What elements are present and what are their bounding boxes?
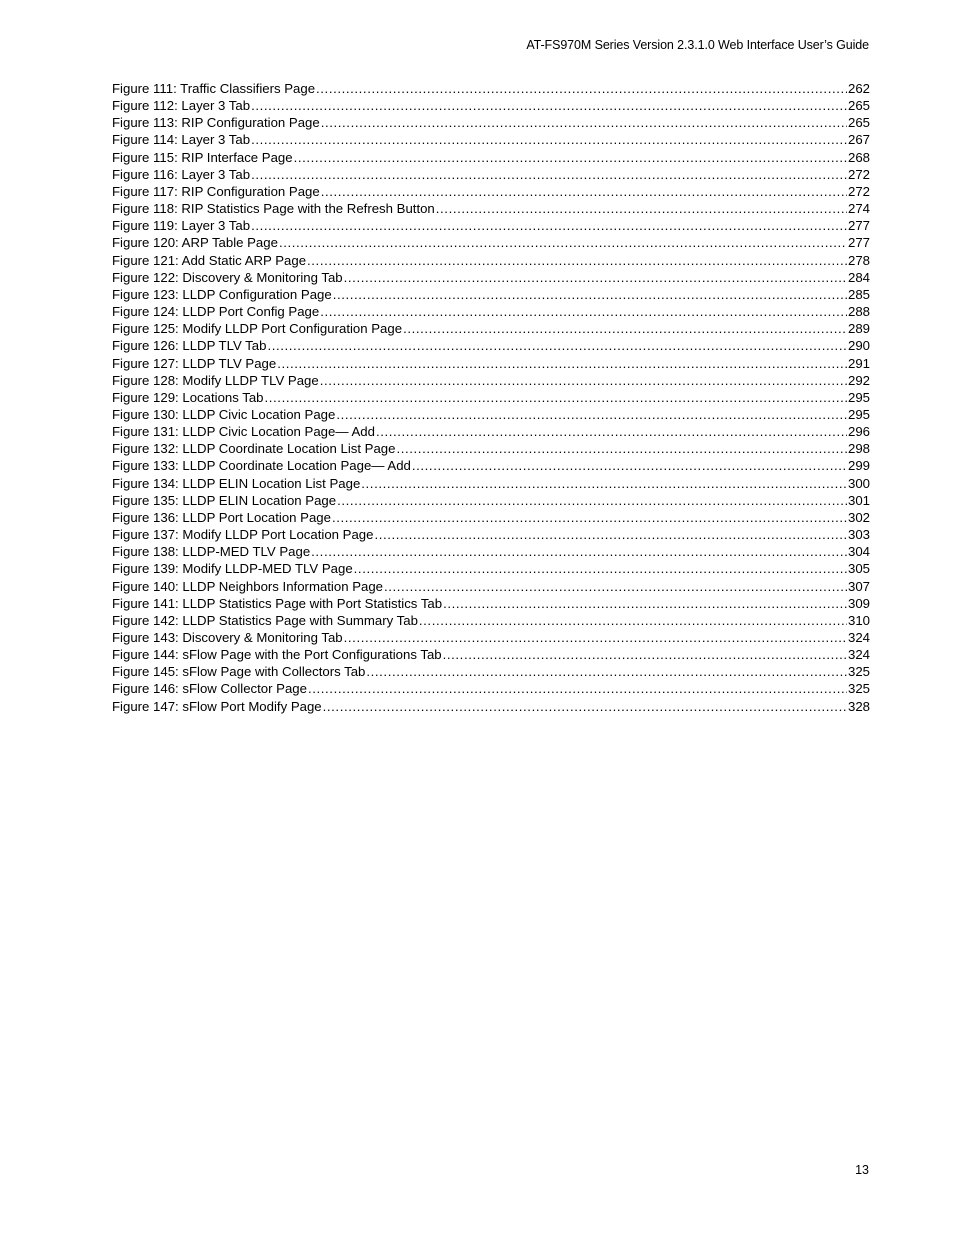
- toc-entry-page[interactable]: 325: [847, 664, 870, 680]
- dot-leader: [332, 509, 847, 526]
- toc-entry[interactable]: [112, 509, 870, 526]
- toc-entry-page[interactable]: 301: [847, 492, 870, 508]
- toc-entry[interactable]: [112, 389, 870, 406]
- toc-entry[interactable]: [112, 680, 870, 697]
- list-of-figures: [112, 80, 870, 715]
- toc-entry[interactable]: [112, 526, 870, 543]
- toc-entry-page[interactable]: 310: [847, 612, 870, 628]
- toc-entry-page[interactable]: 278: [847, 252, 870, 268]
- dot-leader: [323, 698, 847, 715]
- toc-entry[interactable]: [112, 629, 870, 646]
- toc-entry-title[interactable]: Figure 131: LLDP Civic Location Page— Add: [112, 424, 375, 440]
- toc-entry-title[interactable]: Figure 123: LLDP Configuration Page: [112, 286, 332, 302]
- toc-entry-title[interactable]: Figure 136: LLDP Port Location Page: [112, 509, 331, 525]
- toc-entry[interactable]: [112, 252, 870, 269]
- toc-entry-title[interactable]: Figure 138: LLDP-MED TLV Page: [112, 544, 311, 560]
- toc-entry-title[interactable]: Figure 118: RIP Statistics Page with the Refresh Button: [112, 201, 435, 217]
- toc-entry[interactable]: [112, 406, 870, 423]
- toc-entry[interactable]: [112, 475, 870, 492]
- toc-entry-title[interactable]: Figure 120: ARP Table Page: [112, 235, 278, 251]
- toc-entry-page[interactable]: 291: [847, 355, 870, 371]
- dot-leader: [251, 131, 847, 148]
- toc-entry[interactable]: [112, 646, 870, 663]
- toc-entry[interactable]: [112, 114, 870, 131]
- toc-entry-page[interactable]: 268: [847, 149, 870, 165]
- toc-entry[interactable]: [112, 663, 870, 680]
- toc-entry-title[interactable]: Figure 139: Modify LLDP-MED TLV Page: [112, 561, 353, 577]
- toc-entry-page[interactable]: 309: [847, 595, 870, 611]
- toc-entry-page[interactable]: 295: [847, 406, 870, 422]
- toc-entry-page[interactable]: 325: [847, 681, 870, 697]
- toc-entry-page[interactable]: 299: [847, 458, 870, 474]
- dot-leader: [279, 234, 847, 251]
- toc-entry[interactable]: [112, 269, 870, 286]
- dot-leader: [366, 663, 847, 680]
- toc-entry-page[interactable]: 324: [847, 630, 870, 645]
- dot-leader: [308, 680, 847, 697]
- toc-entry-page[interactable]: 265: [847, 115, 870, 131]
- toc-entry-title[interactable]: Figure 133: LLDP Coordinate Location Page— Add: [112, 458, 411, 474]
- toc-entry-title[interactable]: Figure 121: Add Static ARP Page: [112, 252, 307, 268]
- toc-entry[interactable]: [112, 372, 870, 389]
- toc-entry[interactable]: [112, 543, 870, 560]
- page-number: 13: [855, 1163, 869, 1177]
- toc-entry-title[interactable]: Figure 140: LLDP Neighbors Information Page: [112, 578, 383, 594]
- dot-leader: [307, 252, 847, 269]
- toc-entry-page[interactable]: 289: [847, 321, 870, 337]
- dot-leader: [320, 303, 847, 320]
- toc-entry-title[interactable]: Figure 147: sFlow Port Modify Page: [112, 698, 322, 714]
- toc-entry-title[interactable]: Figure 137: Modify LLDP Port Location Page: [112, 527, 374, 543]
- running-header-title: AT-FS970M Series Version 2.3.1.0 Web Interface User’s Guide: [526, 38, 869, 52]
- toc-entry[interactable]: [112, 183, 870, 200]
- toc-entry[interactable]: [112, 595, 870, 612]
- dot-leader: [321, 114, 847, 131]
- toc-entry-title[interactable]: Figure 125: Modify LLDP Port Configuration Page: [112, 321, 403, 337]
- toc-entry[interactable]: [112, 286, 870, 303]
- dot-leader: [294, 149, 847, 166]
- dot-leader: [374, 526, 847, 543]
- dot-leader: [251, 166, 847, 183]
- toc-entry-page[interactable]: 285: [847, 286, 870, 302]
- toc-entry-title[interactable]: Figure 112: Layer 3 Tab: [112, 98, 251, 114]
- toc-entry-page[interactable]: 274: [847, 201, 870, 217]
- toc-entry-page[interactable]: 304: [847, 544, 870, 560]
- dot-leader: [361, 475, 847, 492]
- toc-entry-title[interactable]: Figure 134: LLDP ELIN Location List Page: [112, 475, 361, 491]
- toc-entry-title[interactable]: Figure 145: sFlow Page with Collectors Tab: [112, 664, 366, 680]
- dot-leader: [354, 560, 847, 577]
- toc-entry-title[interactable]: Figure 143: Discovery & Monitoring Tab: [112, 630, 343, 645]
- dot-leader: [320, 372, 847, 389]
- toc-entry-title[interactable]: Figure 113: RIP Configuration Page: [112, 115, 320, 131]
- toc-entry-title[interactable]: Figure 127: LLDP TLV Page: [112, 355, 277, 371]
- toc-entry-page[interactable]: 307: [847, 578, 870, 594]
- toc-entry-title[interactable]: Figure 114: Layer 3 Tab: [112, 132, 251, 148]
- toc-entry-title[interactable]: Figure 126: LLDP TLV Tab: [112, 338, 267, 354]
- toc-entry[interactable]: [112, 131, 870, 148]
- toc-entry-page[interactable]: 296: [847, 424, 870, 440]
- dot-leader: [412, 457, 847, 474]
- toc-entry-page[interactable]: 303: [847, 527, 870, 543]
- toc-entry-page[interactable]: 292: [847, 372, 870, 388]
- toc-entry-title[interactable]: Figure 115: RIP Interface Page: [112, 149, 293, 165]
- dot-leader: [419, 612, 847, 629]
- toc-entry[interactable]: [112, 303, 870, 320]
- toc-entry[interactable]: [112, 337, 870, 354]
- toc-entry-title[interactable]: Figure 124: LLDP Port Config Page: [112, 304, 320, 320]
- toc-entry-page[interactable]: 272: [847, 183, 870, 199]
- toc-entry-title[interactable]: Figure 119: Layer 3 Tab: [112, 218, 251, 234]
- toc-entry-page[interactable]: 277: [847, 235, 870, 251]
- toc-entry[interactable]: [112, 200, 870, 217]
- dot-leader: [251, 217, 847, 234]
- toc-entry-title[interactable]: Figure 132: LLDP Coordinate Location List Page: [112, 441, 396, 457]
- toc-entry-page[interactable]: 262: [847, 81, 870, 96]
- toc-entry[interactable]: [112, 149, 870, 166]
- toc-entry-page[interactable]: 265: [847, 98, 870, 114]
- toc-entry-page[interactable]: 267: [847, 132, 870, 148]
- toc-entry[interactable]: [112, 698, 870, 715]
- toc-entry-title[interactable]: Figure 144: sFlow Page with the Port Configurations Tab: [112, 647, 442, 663]
- toc-entry-title[interactable]: Figure 128: Modify LLDP TLV Page: [112, 372, 319, 388]
- toc-entry-page[interactable]: 305: [847, 561, 870, 577]
- dot-leader: [265, 389, 847, 406]
- dot-leader: [443, 646, 847, 663]
- toc-entry[interactable]: [112, 320, 870, 337]
- toc-entry-title[interactable]: Figure 135: LLDP ELIN Location Page: [112, 492, 337, 508]
- toc-entry-page[interactable]: 284: [847, 269, 870, 285]
- toc-entry-title[interactable]: Figure 141: LLDP Statistics Page with Port Statistics Tab: [112, 595, 443, 611]
- dot-leader: [321, 183, 847, 200]
- toc-entry-title[interactable]: Figure 129: Locations Tab: [112, 389, 264, 405]
- dot-leader: [267, 337, 847, 354]
- toc-entry[interactable]: [112, 166, 870, 183]
- dot-leader: [251, 97, 847, 114]
- toc-entry[interactable]: [112, 97, 870, 114]
- toc-entry-page[interactable]: 272: [847, 166, 870, 182]
- toc-entry[interactable]: [112, 440, 870, 457]
- toc-entry-title[interactable]: Figure 146: sFlow Collector Page: [112, 681, 307, 697]
- dot-leader: [336, 406, 847, 423]
- toc-entry[interactable]: [112, 492, 870, 509]
- toc-entry-title[interactable]: Figure 142: LLDP Statistics Page with Summary Tab: [112, 612, 418, 628]
- toc-entry-title[interactable]: Figure 130: LLDP Civic Location Page: [112, 406, 336, 422]
- dot-leader: [436, 200, 847, 217]
- toc-entry-page[interactable]: 288: [847, 304, 870, 320]
- toc-entry[interactable]: [112, 578, 870, 595]
- toc-entry[interactable]: [112, 560, 870, 577]
- toc-entry[interactable]: [112, 80, 870, 97]
- toc-entry-title[interactable]: Figure 111: Traffic Classifiers Page: [112, 81, 316, 96]
- toc-entry-page[interactable]: 328: [847, 698, 870, 714]
- toc-entry-page[interactable]: 302: [847, 509, 870, 525]
- toc-entry-title[interactable]: Figure 122: Discovery & Monitoring Tab: [112, 269, 343, 285]
- toc-entry-title[interactable]: Figure 117: RIP Configuration Page: [112, 183, 320, 199]
- toc-entry[interactable]: [112, 355, 870, 372]
- dot-leader: [396, 440, 847, 457]
- toc-entry[interactable]: [112, 234, 870, 251]
- dot-leader: [376, 423, 847, 440]
- dot-leader: [443, 595, 847, 612]
- toc-entry[interactable]: [112, 423, 870, 440]
- toc-entry[interactable]: [112, 457, 870, 474]
- dot-leader: [344, 629, 847, 646]
- dot-leader: [344, 269, 847, 286]
- toc-entry-page[interactable]: 298: [847, 441, 870, 457]
- toc-entry-page[interactable]: 295: [847, 389, 870, 405]
- dot-leader: [337, 492, 847, 509]
- toc-entry-page[interactable]: 277: [847, 218, 870, 234]
- dot-leader: [333, 286, 847, 303]
- toc-entry-page[interactable]: 300: [847, 475, 870, 491]
- toc-entry[interactable]: [112, 217, 870, 234]
- dot-leader: [384, 578, 847, 595]
- toc-entry[interactable]: [112, 612, 870, 629]
- toc-entry-page[interactable]: 324: [847, 647, 870, 663]
- dot-leader: [316, 80, 847, 97]
- dot-leader: [403, 320, 847, 337]
- toc-entry-page[interactable]: 290: [847, 338, 870, 354]
- dot-leader: [277, 355, 847, 372]
- dot-leader: [311, 543, 847, 560]
- toc-entry-title[interactable]: Figure 116: Layer 3 Tab: [112, 166, 251, 182]
